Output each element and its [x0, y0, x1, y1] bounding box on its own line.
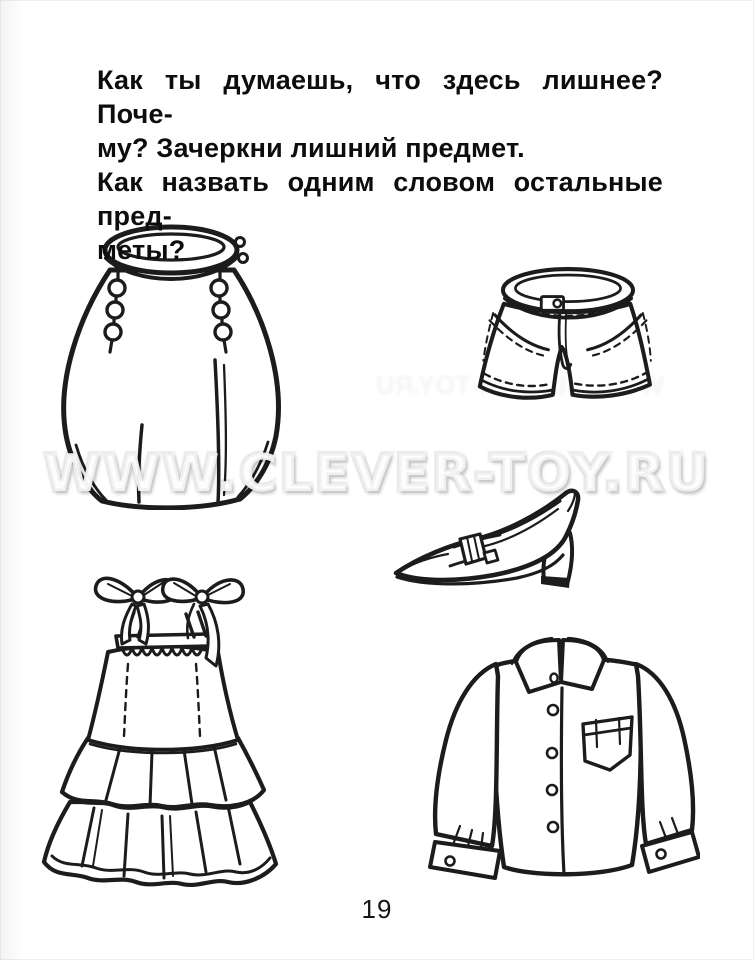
- shorts-drawing[interactable]: [470, 258, 666, 414]
- instruction-line-3: Как назвать одним словом остальные пред-: [97, 167, 663, 231]
- high-heel-shoe-icon: [382, 481, 622, 601]
- sundress-icon: [30, 560, 290, 890]
- instruction-line-1: Как ты думаешь, что здесь лишнее? Поче-: [97, 65, 663, 129]
- instruction-line-2: му? Зачеркни лишний предмет.: [97, 133, 525, 163]
- sundress-drawing[interactable]: [30, 560, 290, 890]
- instruction-line-4: меты?: [97, 235, 186, 265]
- shorts-icon: [470, 258, 666, 414]
- watermark: WWW.CLEVER-TOY.RU: [43, 444, 711, 504]
- high-heel-shoe-drawing[interactable]: [382, 481, 622, 601]
- page-number: 19: [361, 894, 393, 924]
- task-instructions: [97, 63, 663, 267]
- shirt-icon: [420, 620, 700, 900]
- scan-edge-shading: [0, 0, 26, 960]
- shirt-drawing[interactable]: [420, 620, 700, 900]
